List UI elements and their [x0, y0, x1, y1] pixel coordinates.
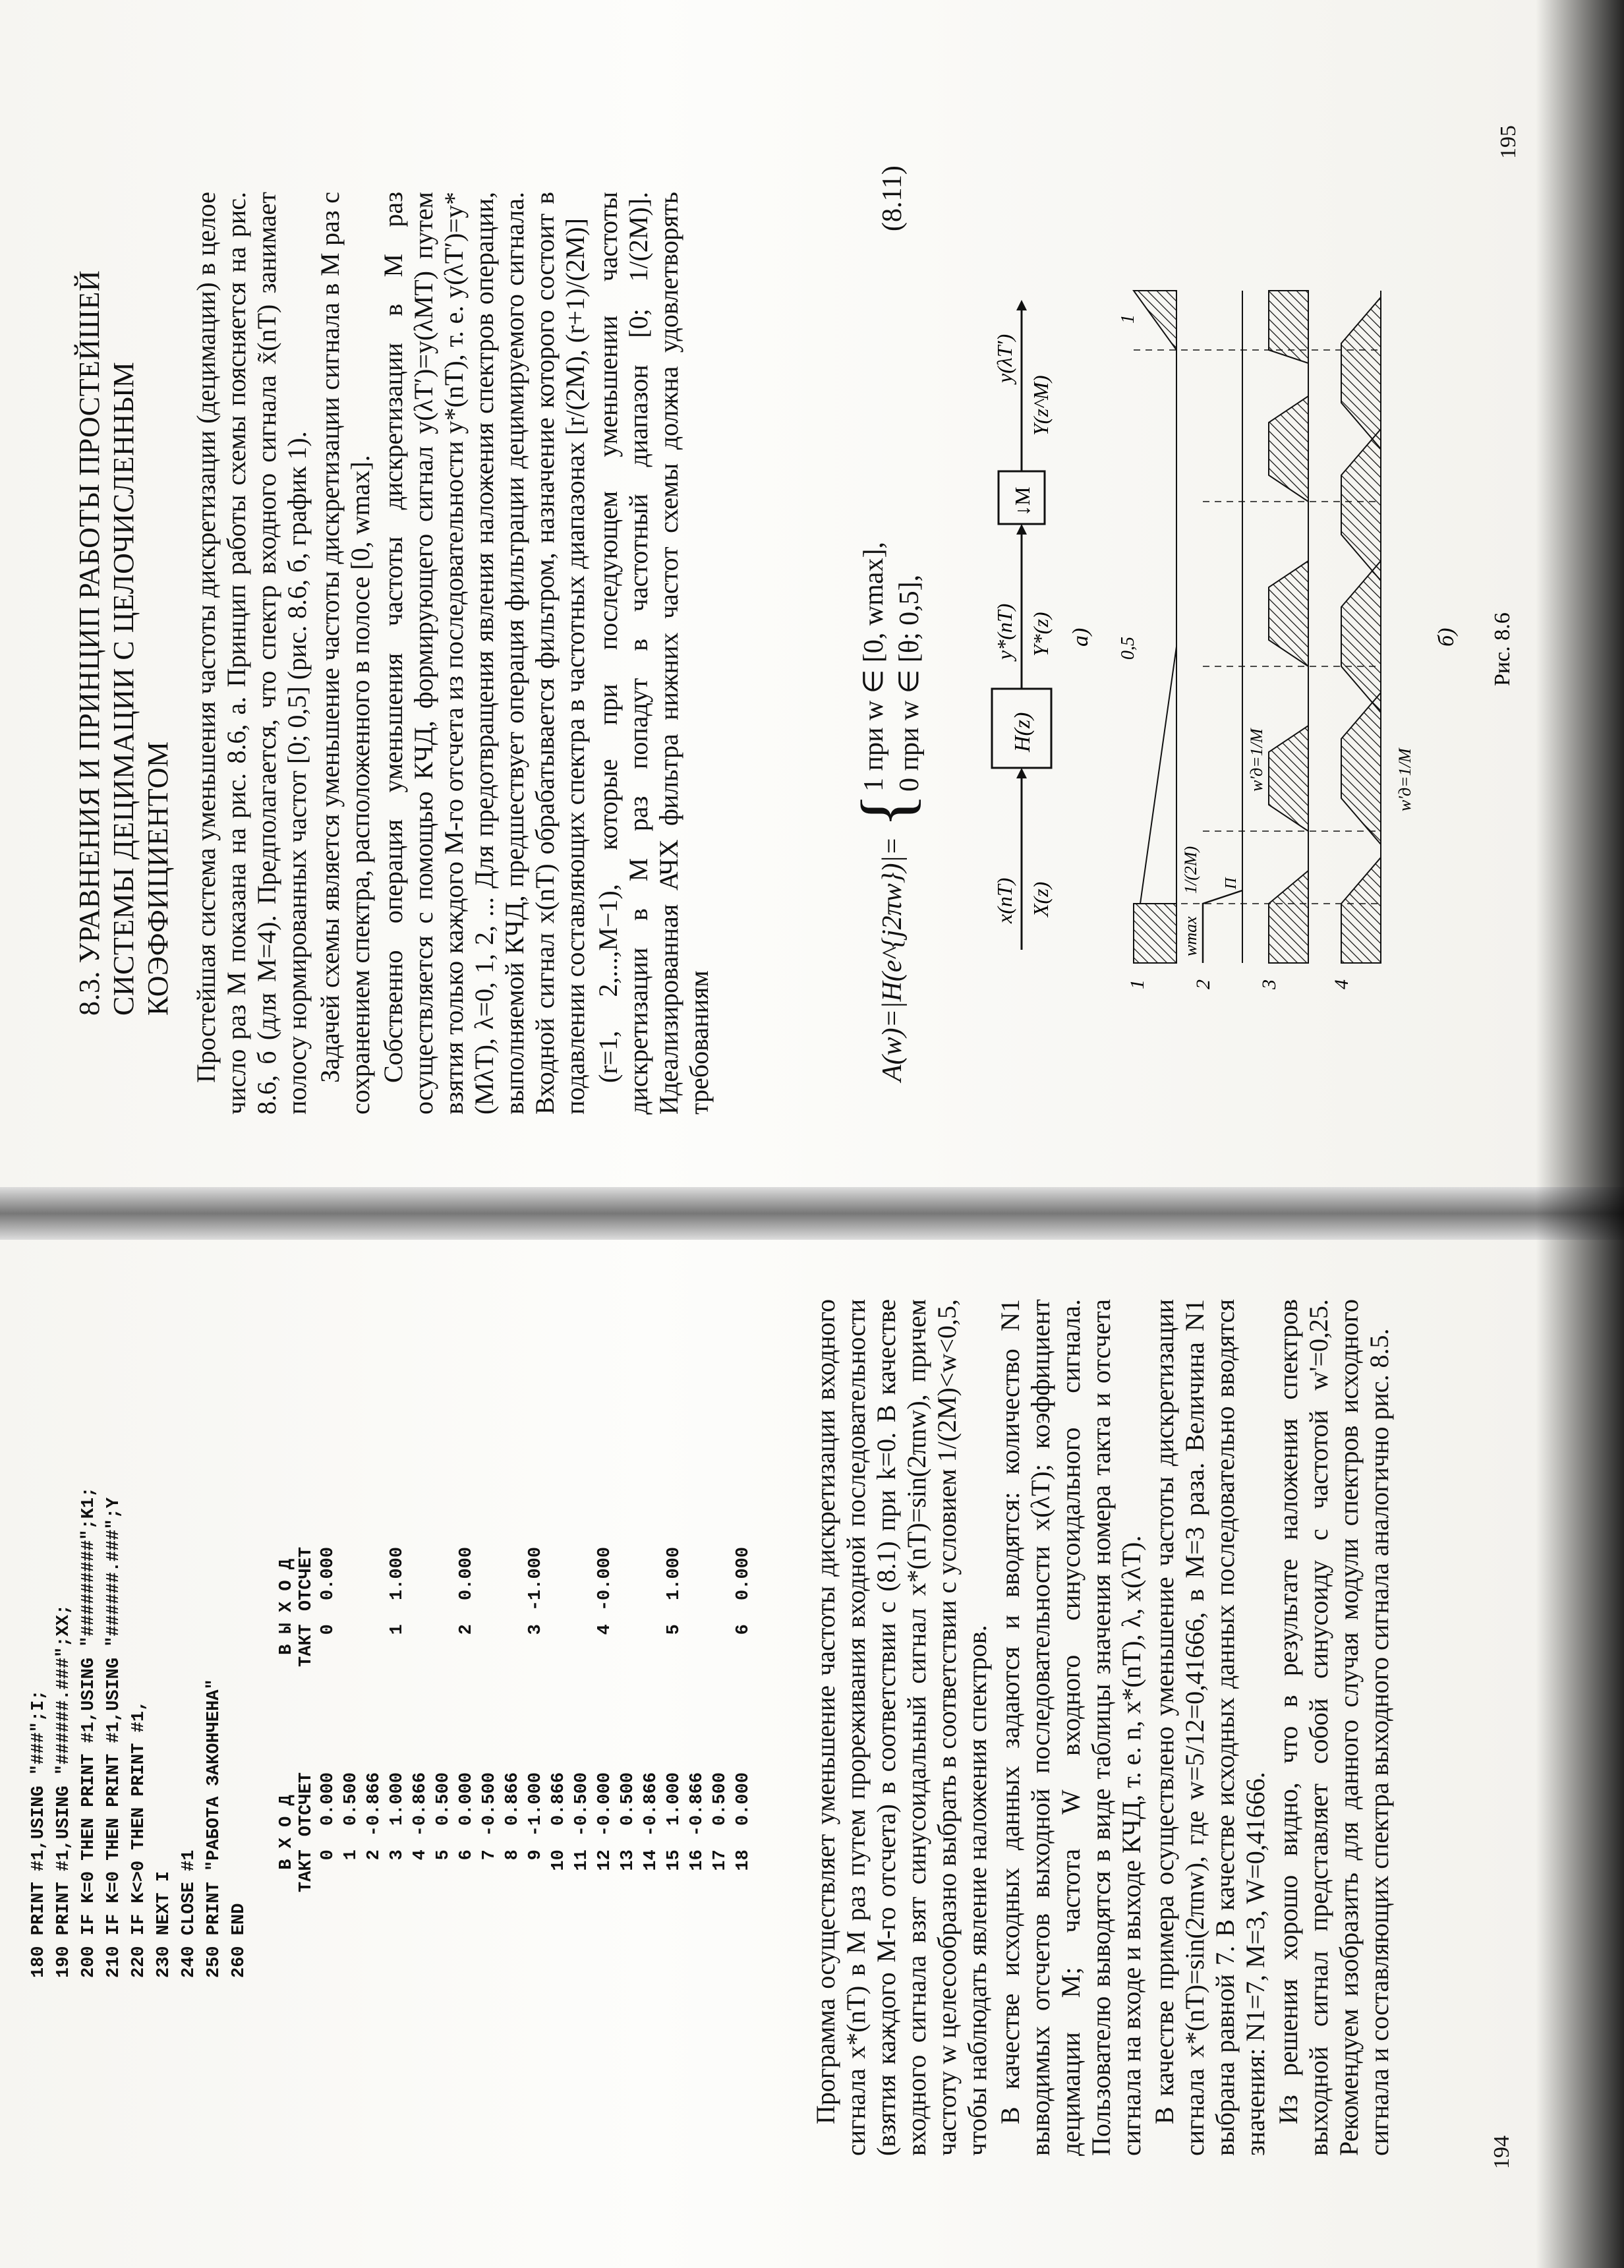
- table-row: [501, 1540, 524, 1899]
- table-cell: -0.500: [479, 1772, 500, 1837]
- code-line: 180 PRINT #1,USING "###";I;: [29, 1689, 49, 1978]
- table-cell: 15: [664, 1849, 684, 1871]
- col-input-tact: ТАКТ: [297, 1849, 316, 1892]
- table-cell: [685, 1540, 709, 1617]
- book-gutter: [0, 1187, 1624, 1240]
- table-row: [362, 1540, 386, 1899]
- page-number: 195: [1496, 125, 1521, 159]
- table-cell: [570, 1617, 593, 1673]
- table-cell: 0.500: [710, 1772, 730, 1826]
- formula-case-2: 0 при w ∈ [θ; 0,5],: [894, 574, 925, 792]
- table-cell: 1.000: [664, 1546, 684, 1600]
- table-spacer: [709, 1673, 732, 1766]
- col-input-sample: ОТСЧЕТ: [297, 1772, 316, 1837]
- table-spacer: [616, 1673, 639, 1766]
- col-output-tact: ТАКТ: [297, 1624, 316, 1667]
- paragraph: (r=1, 2,...,M−1), которые при последующем уменьшении частоты дискретизации в M раз попадут в частотный диапазон [0; 1/(2M)]. Идеализированная АЧХ фильтра нижних частот схемы должна удовлетворять требованиям: [593, 192, 714, 1115]
- table-spacer: [386, 1673, 409, 1766]
- table-cell: 3: [525, 1624, 546, 1635]
- spectra-graphs: [1118, 291, 1459, 990]
- table-cell: -1.000: [525, 1772, 546, 1837]
- table-cell: 16: [687, 1849, 707, 1871]
- paragraph: Собственно операция уменьшения частоты дискретизации в M раз осуществляется с помощью КЧД, формирующего сигнал y(λT′)=y(λMT) путем взятия только каждого M-го отсчета из последовательности y*(nT), т. е. y(λT′)=y*(MλT), λ=0, 1, 2, ... Для предотвращения явления наложения спектров операции, выполняемой КЧД, предшествует операция фильтрации децимируемого сигнала. Входной сигнал x(nT) обрабатывается фильтром, назначение которого состоит в подавлении составляющих спектра в частотных диапазонах [r/(2M), (r+1)/(2M)]: [378, 192, 590, 1115]
- half-m-label: 1/(2M): [1181, 846, 1200, 894]
- table-cell: [362, 1617, 386, 1673]
- table-cell: [547, 1617, 570, 1673]
- io-table: [277, 1540, 755, 1899]
- paragraph: Задачей схемы является уменьшение частоты дискретизации сигнала в M раз с сохранением спектра, расположенного в полосе [0, wmax].: [315, 192, 375, 1115]
- table-row: [685, 1540, 709, 1899]
- arrow-head: [1016, 524, 1027, 535]
- table-cell: 1.000: [664, 1772, 684, 1826]
- table-row: [409, 1540, 432, 1899]
- table-row: [339, 1540, 362, 1899]
- code-line: 260 END: [229, 1903, 249, 1978]
- table-cell: 11: [571, 1849, 592, 1871]
- spectrum-lobe: [1269, 726, 1308, 831]
- table-cell: [362, 1540, 386, 1617]
- filter-label: H(z): [1010, 712, 1035, 752]
- input-z-label: X(z): [1029, 881, 1053, 917]
- table-cell: [432, 1617, 455, 1673]
- right-text: [191, 192, 717, 1115]
- table-cell: 7: [479, 1849, 500, 1861]
- table-cell: -0.866: [410, 1772, 430, 1837]
- table-cell: -1.000: [525, 1546, 546, 1612]
- table-cell: -0.000: [594, 1772, 615, 1837]
- table-cell: 0: [318, 1624, 338, 1635]
- graph-number: 4: [1331, 979, 1352, 989]
- table-cell: 3: [387, 1849, 407, 1861]
- table-cell: 0.000: [318, 1772, 338, 1826]
- paragraph: Простейшая система уменьшения частоты дискретизации (децимации) в целое число раз M показана на рис. 8.6, а. Принцип работы схемы поясняется на рис. 8.6, б (для M=4). Предполагается, что спектр входного сигнала x̃(nT) занимает полосу нормированных частот [0; 0,5] (рис. 8.6, б, график 1).: [191, 192, 312, 1115]
- formula-8-11: [846, 159, 929, 1082]
- table-spacer: [339, 1673, 362, 1766]
- table-cell: 2: [456, 1624, 477, 1635]
- block-diagram: [992, 300, 1093, 950]
- figure-caption: Рис. 8.6: [1490, 612, 1515, 686]
- table-spacer: [732, 1673, 755, 1766]
- subfigure-label-b: б): [1434, 627, 1459, 647]
- code-line: 220 IF K<>0 THEN PRINT #1,: [129, 1700, 149, 1978]
- table-row: [570, 1540, 593, 1899]
- left-page: [0, 1240, 1624, 2268]
- table-cell: 4: [594, 1624, 615, 1635]
- table-cell: -0.866: [364, 1772, 384, 1837]
- code-line: 210 IF K=0 THEN PRINT #1,USING "######.###";Y: [104, 1497, 124, 1978]
- table-row: [547, 1540, 570, 1899]
- table-cell: [639, 1617, 662, 1673]
- output-header: В Ы Х О Д: [277, 1559, 297, 1655]
- table-cell: 5: [433, 1849, 453, 1861]
- table-cell: [709, 1540, 732, 1617]
- graph-2-filter-response: [1203, 890, 1242, 963]
- table-cell: [501, 1617, 524, 1673]
- arrow-head: [1016, 300, 1027, 310]
- mid-z-label: Y*(z): [1029, 612, 1053, 656]
- spectrum-lobe: [1341, 429, 1381, 581]
- spectrum-lobe: [1269, 561, 1308, 666]
- table-spacer: [478, 1673, 501, 1766]
- table-cell: 9: [525, 1849, 546, 1861]
- table-cell: 0.866: [548, 1772, 569, 1826]
- spectrum-lobe: [1341, 297, 1381, 449]
- left-text: [811, 1299, 1397, 2156]
- table-cell: [501, 1540, 524, 1617]
- paragraph: В качестве исходных данных задаются и вводятся: количество N1 выводимых отсчетов выходной последовательности x(λT); коэффициент децимации M; частота W входного синусоидального сигнала. Пользователю выводятся в виде таблицы значения номера такта и отсчета сигнала на входе и выходе КЧД, т. е. n, x*(nT), λ, x(λT).: [995, 1299, 1146, 2156]
- table-cell: 0.500: [341, 1772, 361, 1826]
- table-spacer: [409, 1673, 432, 1766]
- paragraph: Из решения хорошо видно, что в результате наложения спектров выходной сигнал представляет собой синусоиду с частотой w'=0,25. Рекомендуем изобразить для данного случая модули спектров исходного сигнала и составляющих спектра выходного сигнала аналогично рис. 8.5.: [1273, 1299, 1394, 2156]
- graph-number: 2: [1192, 979, 1214, 989]
- paragraph: Программа осуществляет уменьшение частоты дискретизации входного сигнала x*(nT) в M раз путем прореживания входной последовательности (взятия каждого M-го отсчета) в соответствии с (8.1) при k=0. В качестве входного сигнала взят синусоидальный сигнал x*(nT)=sin(2πnw), причем частоту w целесообразно выбрать в соответствии с условием 1/(2M)<w<0,5, чтобы наблюдать явление наложения спектров.: [811, 1299, 992, 2156]
- spectrum-lobe: [1341, 561, 1381, 712]
- half-label: 0,5: [1118, 637, 1138, 660]
- table-spacer: [501, 1673, 524, 1766]
- wd-label: w′д=1/M: [1247, 728, 1266, 792]
- table-cell: 8: [502, 1849, 523, 1861]
- table-cell: 4: [410, 1849, 430, 1861]
- table-cell: [547, 1540, 570, 1617]
- code-line: 190 PRINT #1,USING "######.###";XX;: [54, 1604, 74, 1978]
- spectrum-lobe: [1269, 396, 1308, 502]
- col-output-sample: ОТСЧЕТ: [297, 1546, 316, 1612]
- table-spacer: [432, 1673, 455, 1766]
- figure-8-6: [942, 165, 1536, 1121]
- table-cell: 0: [318, 1849, 338, 1861]
- table-cell: [478, 1617, 501, 1673]
- table-cell: 18: [733, 1849, 753, 1871]
- one-label: 1: [1118, 314, 1138, 324]
- table-cell: -0.500: [571, 1772, 592, 1837]
- table-cell: 5: [664, 1624, 684, 1635]
- page-number: 194: [1490, 2136, 1514, 2169]
- graph-1-spectrum: [1134, 904, 1176, 963]
- table-cell: [339, 1617, 362, 1673]
- table-cell: 13: [618, 1849, 638, 1871]
- table-row: [386, 1540, 409, 1899]
- table-cell: 1: [387, 1624, 407, 1635]
- table-cell: 0.866: [502, 1772, 523, 1826]
- table-cell: 0.000: [318, 1546, 338, 1600]
- table-row: [709, 1540, 732, 1899]
- table-cell: 0.000: [456, 1772, 477, 1826]
- spectrum-lobe: [1269, 291, 1308, 363]
- table-row: [478, 1540, 501, 1899]
- spectrum-lobe: [1341, 858, 1381, 963]
- graph-1-spectrum-mirror: [1134, 291, 1176, 350]
- table-cell: [616, 1540, 639, 1617]
- table-spacer: [685, 1673, 709, 1766]
- table-cell: 14: [641, 1849, 661, 1871]
- table-row: [455, 1540, 478, 1899]
- table-cell: [432, 1540, 455, 1617]
- table-spacer: [524, 1673, 547, 1766]
- spectrum-lobe: [1269, 871, 1308, 963]
- arrow-head: [1016, 768, 1027, 778]
- graph-number: 3: [1258, 979, 1280, 989]
- table-cell: 12: [594, 1849, 615, 1871]
- spectrum-lobe: [1341, 693, 1381, 844]
- table-cell: 0.500: [618, 1772, 638, 1826]
- graph-1-slope: [1140, 647, 1176, 904]
- table-cell: [616, 1617, 639, 1673]
- output-signal-label: y(λT′): [993, 334, 1016, 383]
- table-row: [732, 1540, 755, 1899]
- formula-number: (8.11): [877, 165, 908, 231]
- formula-brace: {: [846, 793, 927, 828]
- graph-4-aliased-spectra: [1341, 297, 1381, 963]
- formula-case-1: 1 при w ∈ [0, wmax],: [859, 542, 889, 792]
- table-cell: 6: [456, 1849, 477, 1861]
- table-spacer: [593, 1673, 616, 1766]
- table-cell: 6: [733, 1624, 753, 1635]
- table-cell: [685, 1617, 709, 1673]
- table-cell: 0.000: [456, 1546, 477, 1600]
- table-row: [662, 1540, 685, 1899]
- table-spacer: [639, 1673, 662, 1766]
- paragraph: В качестве примера осуществлено уменьшение частоты дискретизации сигнала x*(nT)=sin(2πnw), где w=5/12=0,41666, в M=3 раза. Величина N1 выбрана равной 7. В качестве исходных данных последовательно вводятся значения: N1=7, M=3, W=0,41666.: [1149, 1299, 1270, 2156]
- table-cell: [409, 1540, 432, 1617]
- table-cell: 17: [710, 1849, 730, 1871]
- input-signal-label: x(nT): [993, 877, 1016, 923]
- table-cell: 0.000: [733, 1772, 753, 1826]
- input-header: В Х О Д: [277, 1795, 297, 1870]
- graph-number: 1: [1126, 979, 1148, 989]
- table-cell: 1.000: [387, 1546, 407, 1600]
- table-cell: [409, 1617, 432, 1673]
- output-z-label: Y(z^M): [1029, 375, 1053, 436]
- code-line: 240 CLOSE #1: [179, 1849, 199, 1978]
- table-cell: 1: [341, 1849, 361, 1861]
- table-cell: 0.000: [733, 1546, 753, 1600]
- code-line: 230 NEXT I: [154, 1871, 174, 1978]
- table-cell: [570, 1540, 593, 1617]
- table-cell: -0.000: [594, 1546, 615, 1612]
- table-row: [593, 1540, 616, 1899]
- table-row: [616, 1540, 639, 1899]
- table-row: [524, 1540, 547, 1899]
- wd2-label: w′д=1/M: [1395, 748, 1414, 811]
- table-cell: [339, 1540, 362, 1617]
- table-cell: [709, 1617, 732, 1673]
- formula-lhs: A(w)=|H(e^{j2πw})|=: [877, 836, 908, 1082]
- table-cell: [639, 1540, 662, 1617]
- table-cell: -0.866: [687, 1772, 707, 1837]
- decimator-label: ↓M: [1010, 486, 1034, 516]
- basic-code-listing: [26, 1487, 252, 1978]
- table-spacer: [362, 1673, 386, 1766]
- table-spacer: [662, 1673, 685, 1766]
- table-spacer: [316, 1673, 339, 1766]
- pi-label: П: [1223, 877, 1240, 889]
- subfigure-label-a: а): [1068, 627, 1093, 647]
- table-cell: 0.500: [433, 1772, 453, 1826]
- wmax-label: wmax: [1181, 916, 1200, 956]
- table-spacer: [570, 1673, 593, 1766]
- graph-3-spectra: [1269, 291, 1308, 963]
- code-line: 200 IF K=0 THEN PRINT #1,USING "#########";K1;: [79, 1486, 99, 1978]
- table-cell: 1.000: [387, 1772, 407, 1826]
- scan-edge-shadow: [1536, 0, 1624, 2268]
- table-row: [316, 1540, 339, 1899]
- code-line: 250 PRINT "РАБОТА ЗАКОНЧЕНА": [204, 1679, 224, 1978]
- table-spacer: [455, 1673, 478, 1766]
- table-cell: -0.866: [641, 1772, 661, 1837]
- section-title: 8.3. УРАВНЕНИЯ И ПРИНЦИП РАБОТЫ ПРОСТЕЙШЕЙ СИСТЕМЫ ДЕЦИМАЦИИ С ЦЕЛОЧИСЛЕННЫМ КОЭФФИЦИЕНТОМ: [73, 270, 174, 1016]
- table-spacer: [547, 1673, 570, 1766]
- table-cell: 2: [364, 1849, 384, 1861]
- table-cell: 10: [548, 1849, 569, 1871]
- table-row: [639, 1540, 662, 1899]
- mid-signal-label: y*(nT): [993, 603, 1016, 660]
- table-cell: [478, 1540, 501, 1617]
- table-row: [432, 1540, 455, 1899]
